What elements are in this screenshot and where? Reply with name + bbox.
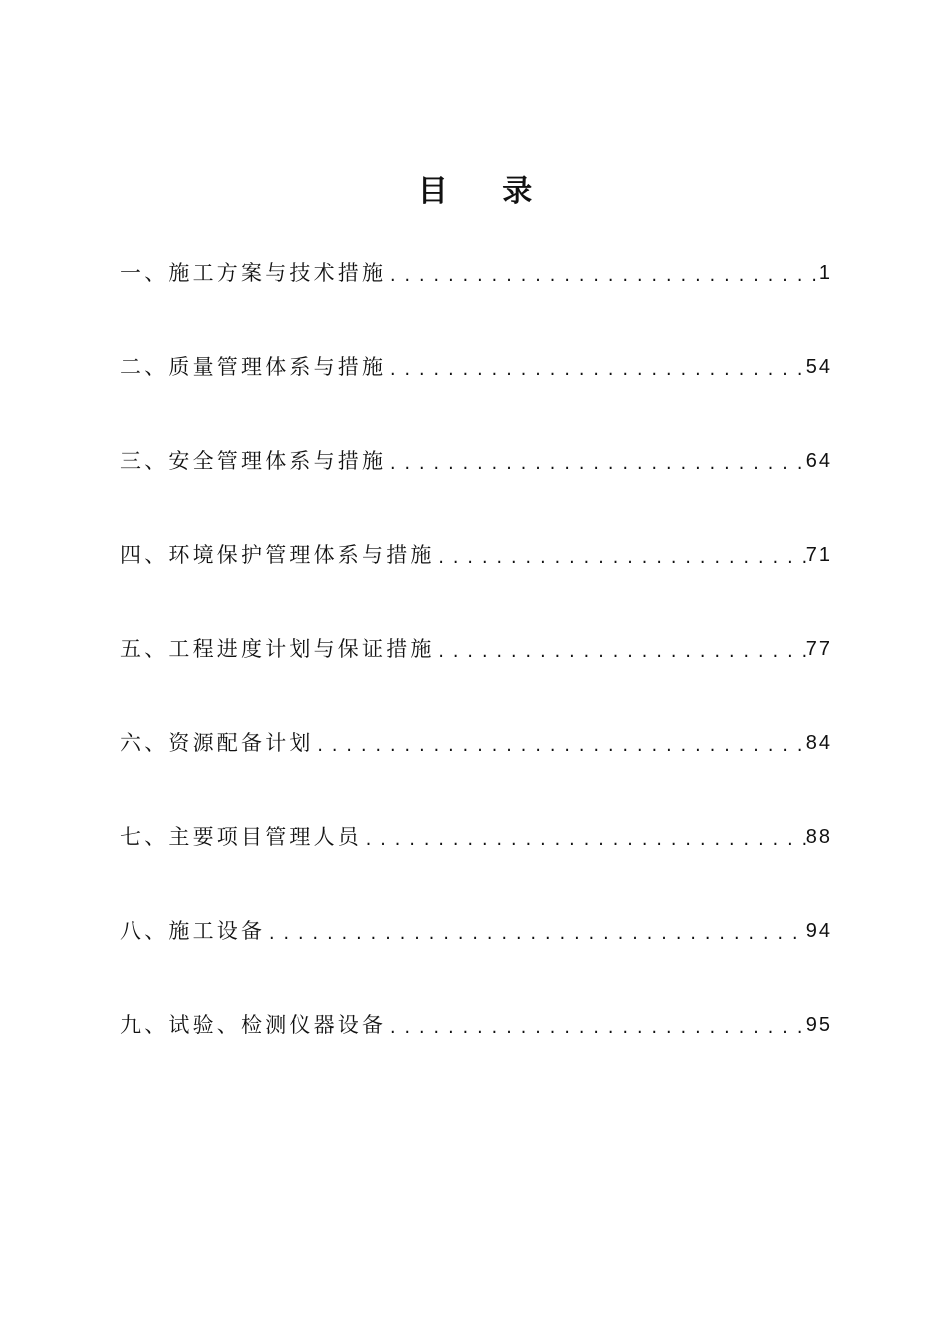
toc-entry[interactable] [120, 344, 832, 390]
toc-entry[interactable] [120, 250, 832, 296]
toc-entry-label: 五、工程进度计划与保证措施 [120, 637, 435, 661]
toc-page-number: 77 [805, 638, 832, 660]
toc-page-number: 71 [805, 544, 832, 566]
toc-entry-label: 六、资源配备计划 [120, 731, 314, 755]
toc-dot-leader [386, 444, 806, 484]
toc-dot-leader [314, 726, 806, 766]
toc-entry[interactable] [120, 438, 832, 484]
toc-entry[interactable] [120, 908, 832, 954]
toc-entry[interactable] [120, 532, 832, 578]
toc-dot-leader [435, 632, 806, 672]
toc-dot-leader [265, 914, 806, 954]
toc-entry[interactable] [120, 814, 832, 860]
toc-page-number: 1 [818, 262, 832, 284]
toc-page-number: 88 [805, 826, 832, 848]
toc-entry-label: 三、安全管理体系与措施 [120, 449, 387, 473]
toc-page-number: 95 [805, 1014, 832, 1036]
toc-entry-label: 一、施工方案与技术措施 [120, 261, 387, 285]
toc-entry-label: 二、质量管理体系与措施 [120, 355, 387, 379]
toc-title: 目 录 [417, 174, 555, 209]
toc-entry[interactable] [120, 720, 832, 766]
toc-page-number: 94 [805, 920, 832, 942]
toc-entry-label: 八、施工设备 [120, 919, 266, 943]
toc-entry-label: 四、环境保护管理体系与措施 [120, 543, 435, 567]
toc-page-number: 54 [805, 356, 832, 378]
toc-dot-leader [435, 538, 806, 578]
toc-entry-label: 九、试验、检测仪器设备 [120, 1013, 387, 1037]
toc-page-number: 64 [805, 450, 832, 472]
table-of-contents [120, 250, 832, 1096]
toc-dot-leader [386, 1008, 806, 1048]
toc-dot-leader [386, 256, 819, 296]
toc-page-number: 84 [805, 732, 832, 754]
toc-entry[interactable] [120, 1002, 832, 1048]
toc-dot-leader [386, 350, 806, 390]
toc-dot-leader [362, 820, 806, 860]
toc-entry[interactable] [120, 626, 832, 672]
toc-entry-label: 七、主要项目管理人员 [120, 825, 362, 849]
